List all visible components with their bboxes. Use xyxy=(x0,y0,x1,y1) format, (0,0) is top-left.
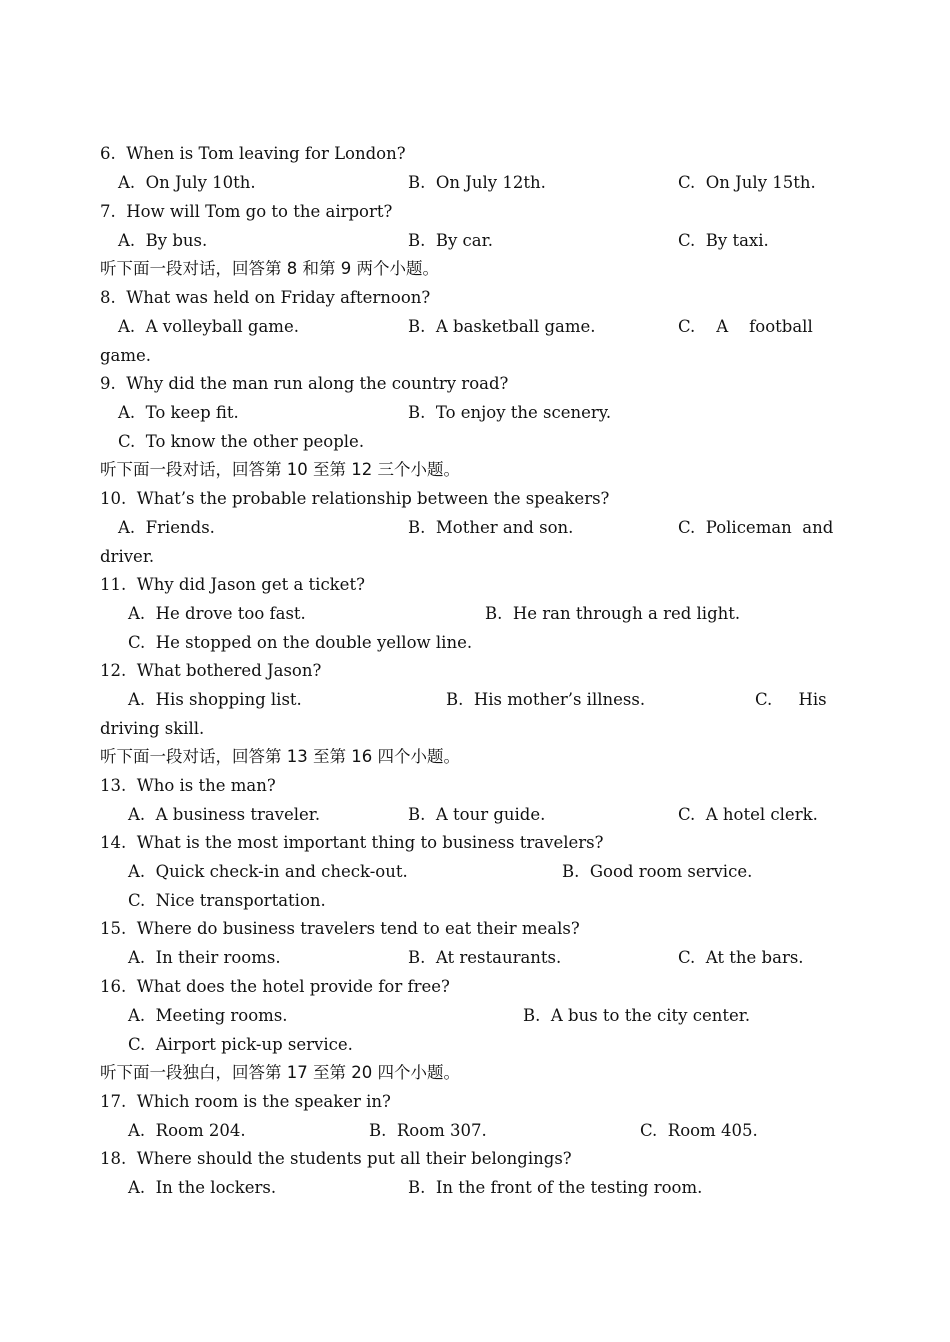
option-12a: A. His shopping list. xyxy=(128,690,302,709)
option-7a: A. By bus. xyxy=(118,231,208,250)
question-18: 18. Where should the students put all their belongings? xyxy=(100,1149,572,1168)
option-17b: B. Room 307. xyxy=(369,1121,487,1140)
option-8c: C. A football xyxy=(678,317,813,336)
option-10c: C. Policeman and xyxy=(678,518,834,537)
question-16: 16. What does the hotel provide for free? xyxy=(100,977,450,996)
question-8: 8. What was held on Friday afternoon? xyxy=(100,288,431,307)
option-10a: A. Friends. xyxy=(118,518,215,537)
option-11b: B. He ran through a red light. xyxy=(485,604,741,623)
option-9a: A. To keep fit. xyxy=(118,403,239,422)
option-13b: B. A tour guide. xyxy=(408,805,546,824)
question-6: 6. When is Tom leaving for London? xyxy=(100,144,406,163)
option-13a: A. A business traveler. xyxy=(128,805,321,824)
option-6a: A. On July 10th. xyxy=(118,173,256,192)
question-11: 11. Why did Jason get a ticket? xyxy=(100,575,365,594)
option-18b: B. In the front of the testing room. xyxy=(408,1178,703,1197)
option-14a: A. Quick check-in and check-out. xyxy=(128,862,408,881)
option-11a: A. He drove too fast. xyxy=(128,604,306,623)
option-12b: B. His mother’s illness. xyxy=(446,690,646,709)
question-13: 13. Who is the man? xyxy=(100,776,276,795)
option-8c-continued: game. xyxy=(100,346,152,365)
option-9b: B. To enjoy the scenery. xyxy=(408,403,612,422)
option-14c: C. Nice transportation. xyxy=(128,891,326,910)
section-instruction-13-16: 听下面一段对话，回答第 13 至第 16 四个小题。 xyxy=(100,747,460,766)
option-18a: A. In the lockers. xyxy=(128,1178,277,1197)
option-14b: B. Good room service. xyxy=(562,862,753,881)
question-9: 9. Why did the man run along the country road? xyxy=(100,374,509,393)
option-12c-continued: driving skill. xyxy=(100,719,205,738)
option-13c: C. A hotel clerk. xyxy=(678,805,818,824)
option-9c: C. To know the other people. xyxy=(118,432,365,451)
section-instruction-17-20: 听下面一段独白，回答第 17 至第 20 四个小题。 xyxy=(100,1063,460,1082)
section-instruction-8-9: 听下面一段对话，回答第 8 和第 9 两个小题。 xyxy=(100,259,439,278)
question-7: 7. How will Tom go to the airport? xyxy=(100,202,393,221)
option-17c: C. Room 405. xyxy=(640,1121,758,1140)
option-12c: C. His xyxy=(755,690,827,709)
option-15b: B. At restaurants. xyxy=(408,948,562,967)
option-17a: A. Room 204. xyxy=(128,1121,246,1140)
option-16a: A. Meeting rooms. xyxy=(128,1006,288,1025)
question-17: 17. Which room is the speaker in? xyxy=(100,1092,391,1111)
question-14: 14. What is the most important thing to business travelers? xyxy=(100,833,604,852)
option-16b: B. A bus to the city center. xyxy=(523,1006,751,1025)
option-6b: B. On July 12th. xyxy=(408,173,546,192)
question-15: 15. Where do business travelers tend to eat their meals? xyxy=(100,919,580,938)
option-15a: A. In their rooms. xyxy=(128,948,281,967)
option-7c: C. By taxi. xyxy=(678,231,769,250)
option-8a: A. A volleyball game. xyxy=(118,317,299,336)
question-12: 12. What bothered Jason? xyxy=(100,661,322,680)
question-10: 10. What’s the probable relationship between the speakers? xyxy=(100,489,610,508)
option-7b: B. By car. xyxy=(408,231,493,250)
option-15c: C. At the bars. xyxy=(678,948,804,967)
option-10c-continued: driver. xyxy=(100,547,155,566)
option-10b: B. Mother and son. xyxy=(408,518,574,537)
option-11c: C. He stopped on the double yellow line. xyxy=(128,633,473,652)
option-6c: C. On July 15th. xyxy=(678,173,816,192)
option-16c: C. Airport pick-up service. xyxy=(128,1035,353,1054)
option-8b: B. A basketball game. xyxy=(408,317,596,336)
section-instruction-10-12: 听下面一段对话，回答第 10 至第 12 三个小题。 xyxy=(100,460,460,479)
